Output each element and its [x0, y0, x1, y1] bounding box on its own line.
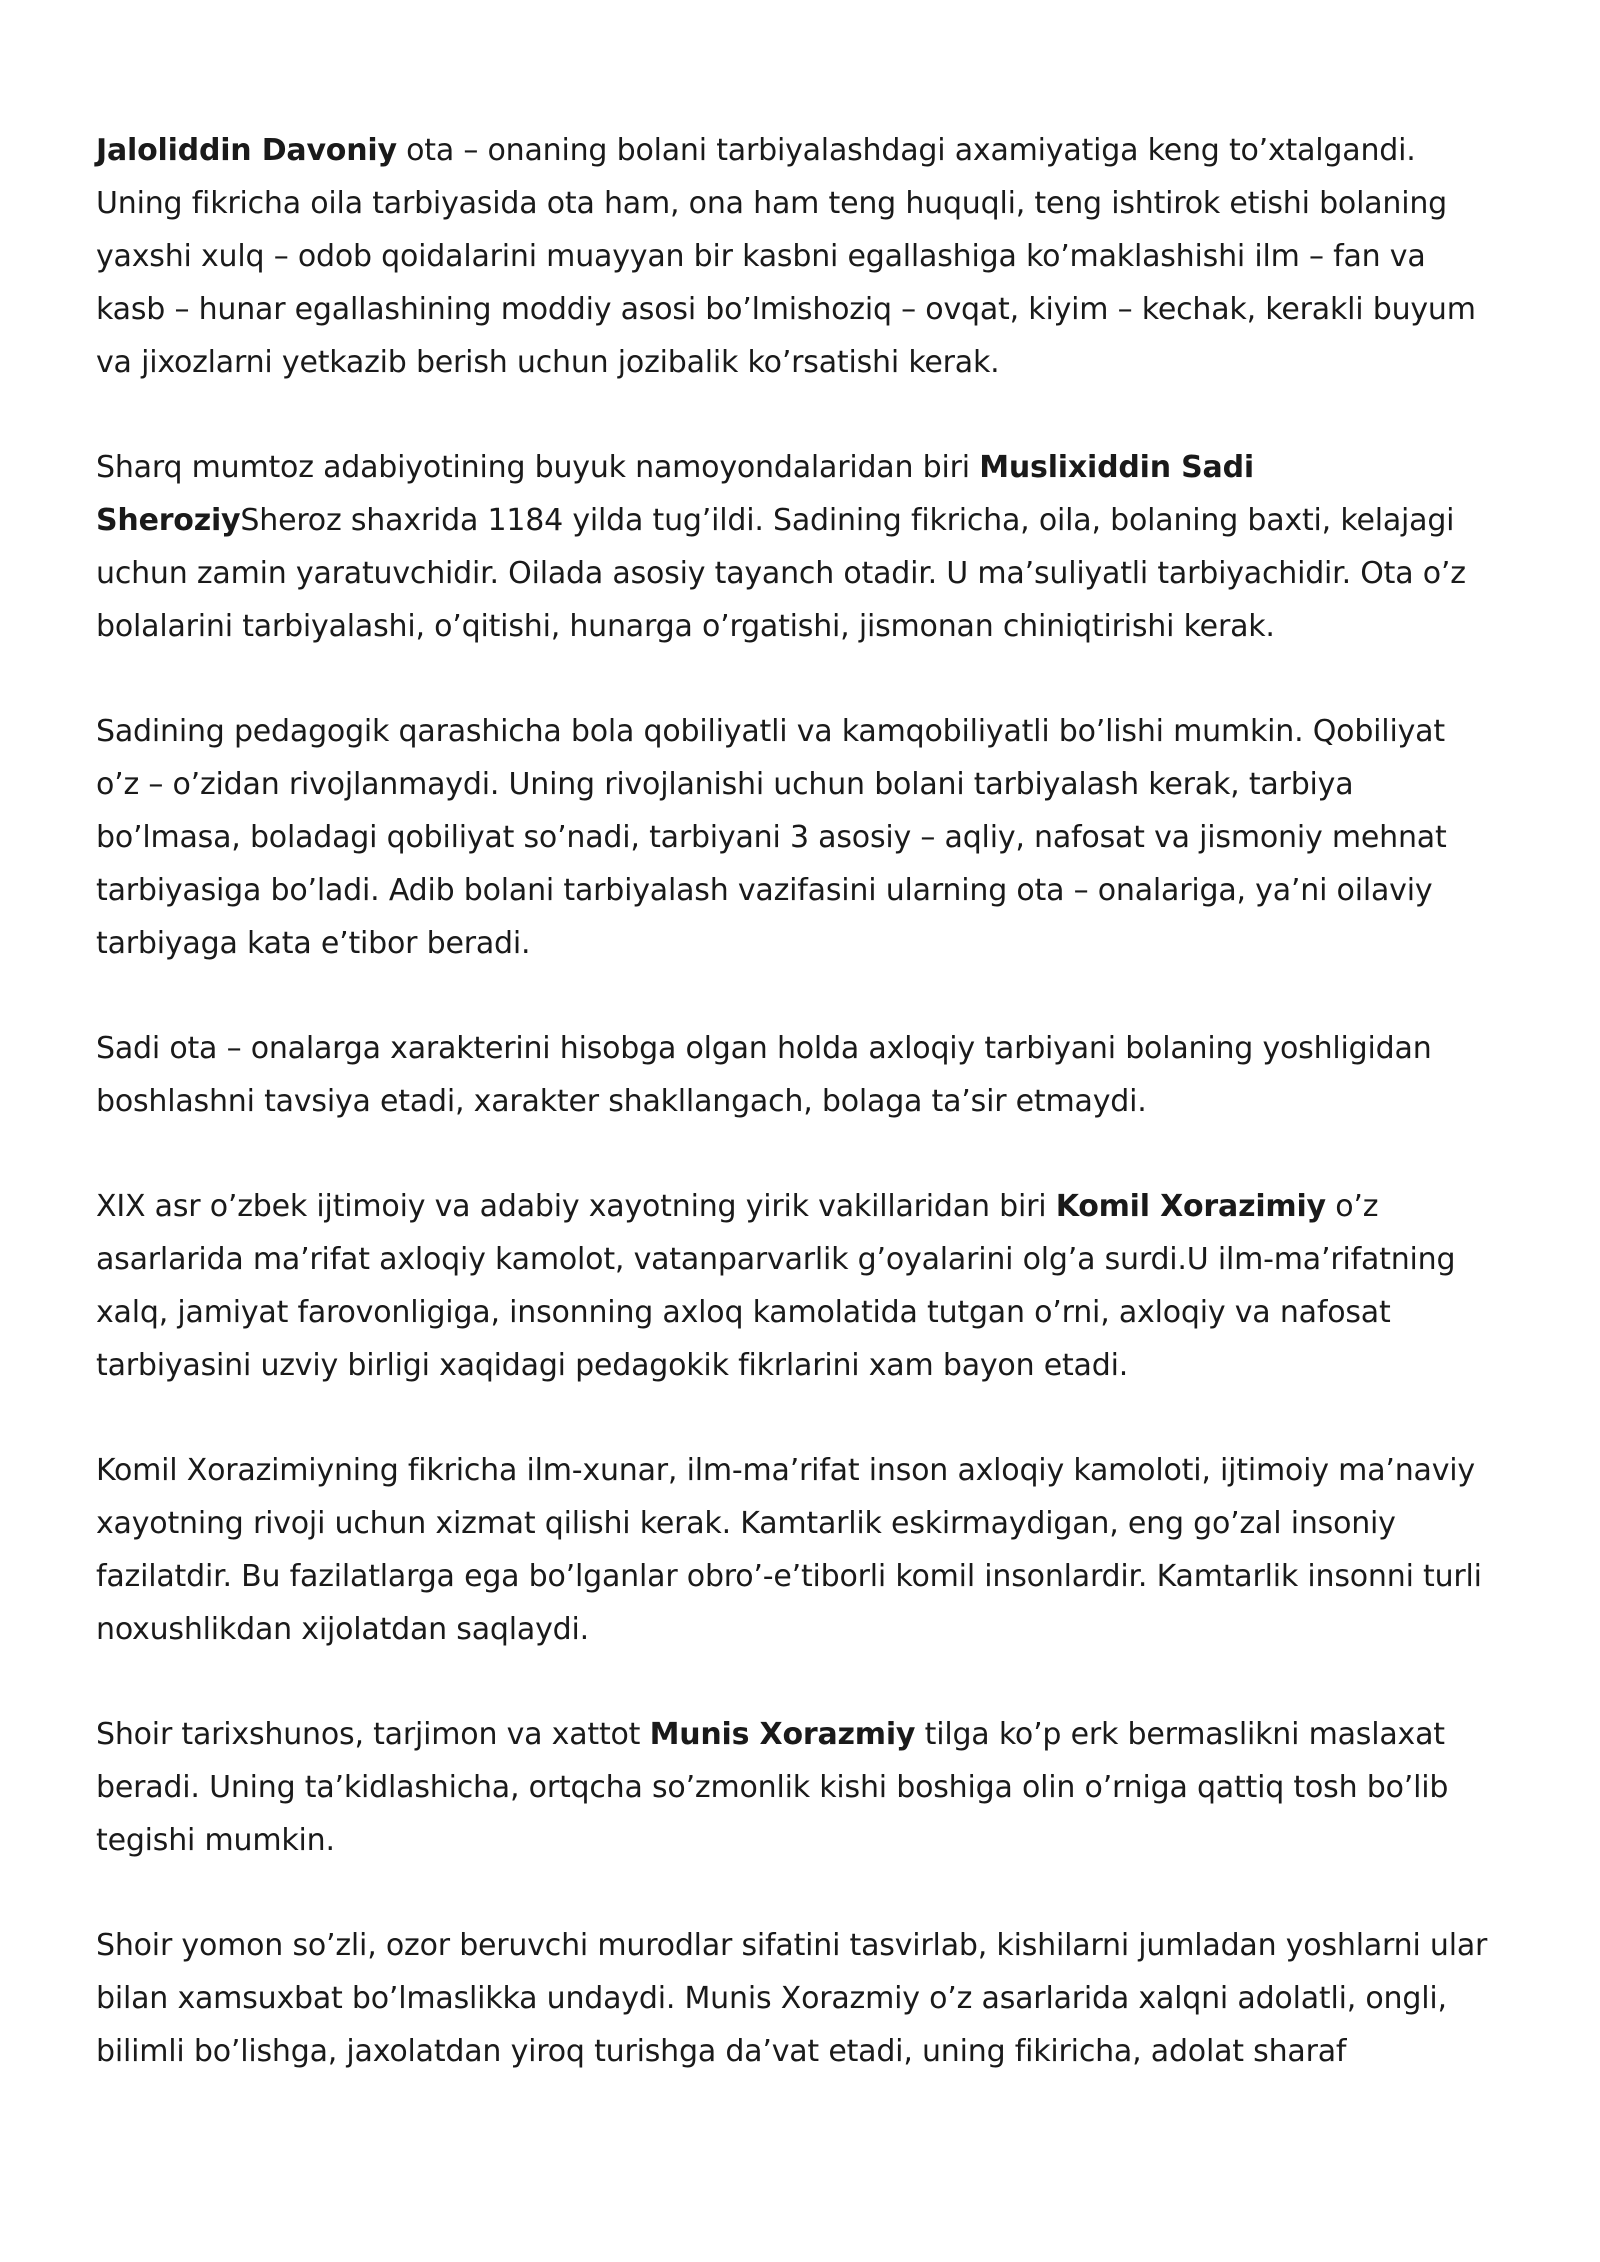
paragraph-text: Sheroz shaxrida 1184 yilda tug’ildi. Sadining fikricha, oila, bolaning baxti, kelajagi uchun zamin yaratuvchidir. Oilada asosiy tayanch otadir. U ma’suliyatli tarbiyachidir. Ota o’z bolalarini tarbiyalashi, o’qitishi, hunarga o’rgatishi, jismonan chiniqtirishi kerak.	[96, 503, 1466, 644]
paragraph-lead: Sharq mumtoz adabiyotining buyuk namoyondalaridan biri	[96, 450, 980, 485]
name-davoniy: Jaloliddin Davoniy	[96, 133, 397, 168]
paragraph-munis-intro	[96, 1708, 1496, 1867]
name-munis: Munis Xorazmiy	[649, 1717, 916, 1752]
paragraph-sadi-advice	[96, 1022, 1496, 1128]
paragraph-munis-views	[96, 1919, 1496, 2078]
paragraph-sadi-intro	[96, 441, 1496, 653]
paragraph-text: Komil Xorazimiyning fikricha ilm-xunar, ilm-ma’rifat inson axloqiy kamoloti, ijtimoiy ma’naviy xayotning rivoji uchun xizmat qilishi kerak. Kamtarlik eskirmaydigan, eng go’zal insoniy fazilatdir. Bu fazilatlarga ega bo’lganlar obro’-e’tiborli komil insonlardir. Kamtarlik insonni turli noxushlikdan xijolatdan saqlaydi.	[96, 1453, 1482, 1647]
paragraph-text: Sadining pedagogik qarashicha bola qobiliyatli va kamqobiliyatli bo’lishi mumkin. Qobiliyat o’z – o’zidan rivojlanmaydi. Uning rivojlanishi uchun bolani tarbiyalash kerak, tarbiya bo’lmasa, boladagi qobiliyat so’nadi, tarbiyani 3 asosiy – aqliy, nafosat va jismoniy mehnat tarbiyasiga bo’ladi. Adib bolani tarbiyalash vazifasini ularning ota – onalariga, ya’ni oilaviy tarbiyaga kata e’tibor beradi.	[96, 714, 1447, 961]
paragraph-text: Sadi ota – onalarga xarakterini hisobga olgan holda axloqiy tarbiyani bolaning yoshligidan boshlashni tavsiya etadi, xarakter shakllangach, bolaga ta’sir etmaydi.	[96, 1031, 1432, 1119]
paragraph-text: o’z asarlarida ma’rifat axloqiy kamolot, vatanparvarlik g’oyalarini olg’a surdi.U ilm-ma’rifatning xalq, jamiyat farovonligiga, insonning axloq kamolatida tutgan o’rni, axloqiy va nafosat tarbiyasini uzviy birligi xaqidagi pedagokik fikrlarini xam bayon etadi.	[96, 1189, 1456, 1383]
paragraph-text: tilga ko’p erk bermaslikni maslaxat beradi. Uning ta’kidlashicha, ortqcha so’zmonlik kishi boshiga olin o’rniga qattiq tosh bo’lib tegishi mumkin.	[96, 1717, 1449, 1858]
paragraph-davoniy	[96, 124, 1496, 389]
paragraph-komil-intro	[96, 1180, 1496, 1392]
name-sadi: Muslixiddin Sadi Sheroziy	[96, 450, 1254, 538]
name-komil: Komil Xorazimiy	[1055, 1189, 1326, 1224]
paragraph-text: ota – onaning bolani tarbiyalashdagi axamiyatiga keng to’xtalgandi. Uning fikricha oila tarbiyasida ota ham, ona ham teng huquqli, teng ishtirok etishi bolaning yaxshi xulq – odob qoidalarini muayyan bir kasbni egallashiga ko’maklashishi ilm – fan va kasb – hunar egallashining moddiy asosi bo’lmishoziq – ovqat, kiyim – kechak, kerakli buyum va jixozlarni yetkazib berish uchun jozibalik ko’rsatishi kerak.	[96, 133, 1476, 380]
paragraph-sadi-pedagogy	[96, 705, 1496, 970]
paragraph-text: Shoir yomon so’zli, ozor beruvchi murodlar sifatini tasvirlab, kishilarni jumladan yoshlarni ular bilan xamsuxbat bo’lmaslikka undaydi. Munis Xorazmiy o’z asarlarida xalqni adolatli, ongli, bilimli bo’lishga, jaxolatdan yiroq turishga da’vat etadi, uning fikiricha, adolat sharaf	[96, 1928, 1488, 2069]
document-body	[96, 124, 1496, 2130]
paragraph-lead: Shoir tarixshunos, tarjimon va xattot	[96, 1717, 650, 1752]
paragraph-komil-views	[96, 1444, 1496, 1656]
paragraph-lead: XIX asr o’zbek ijtimoiy va adabiy xayotning yirik vakillaridan biri	[96, 1189, 1056, 1224]
